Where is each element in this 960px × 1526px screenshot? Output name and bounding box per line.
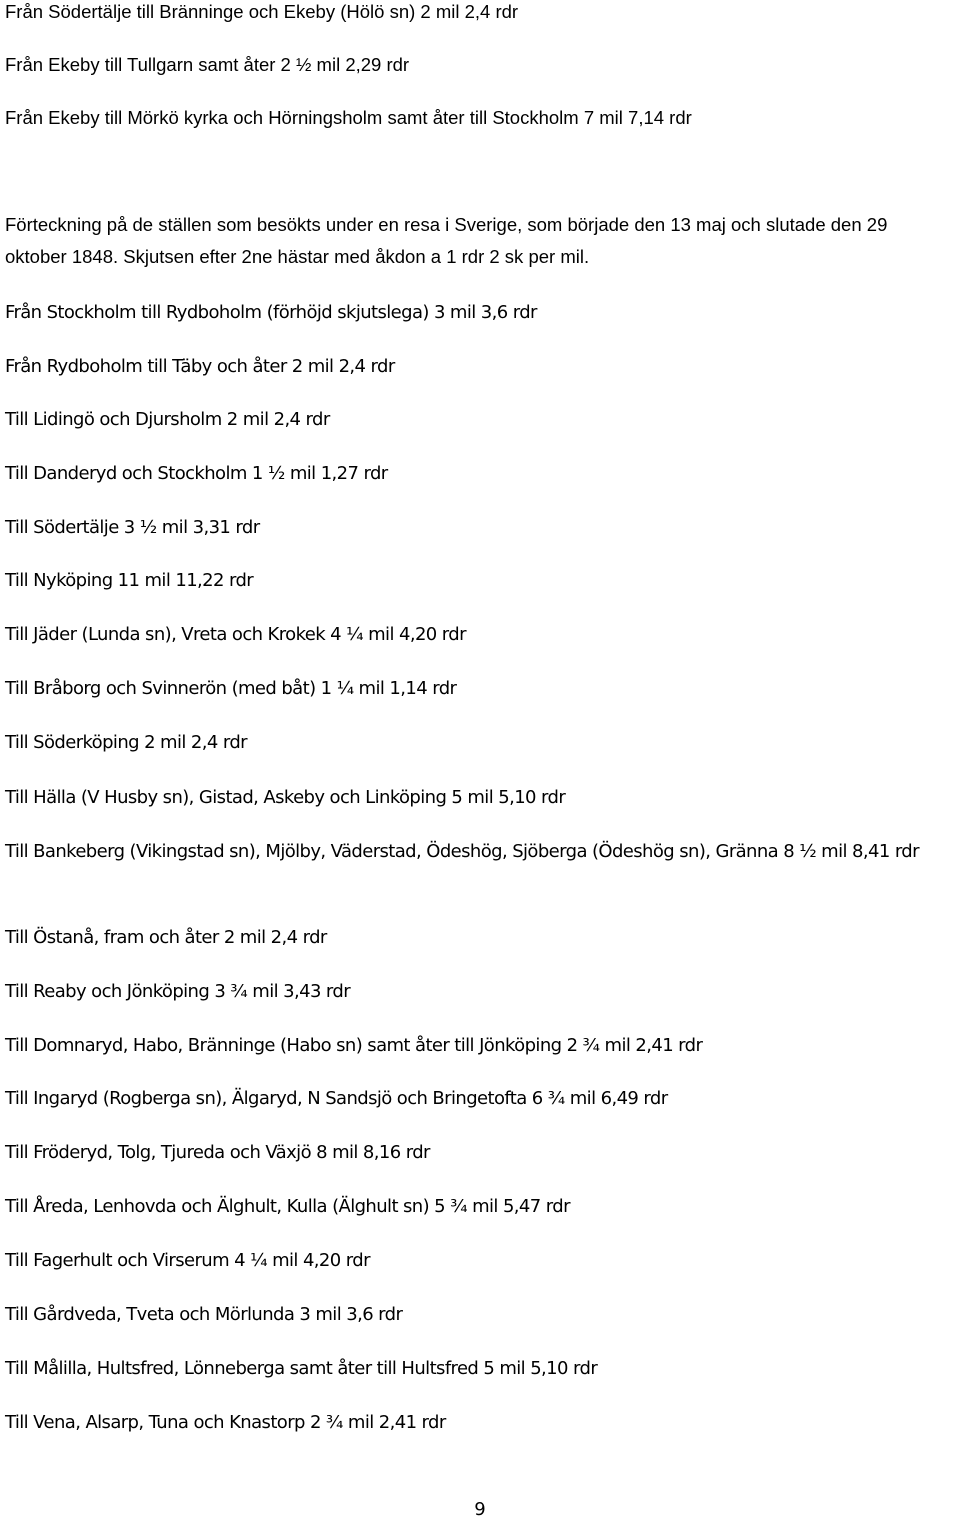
- list-item: Till Målilla, Hultsfred, Lönneberga samt åter till Hultsfred 5 mil 5,10 rdr: [5, 1358, 598, 1379]
- intro-line: Från Ekeby till Mörkö kyrka och Hörningsholm samt åter till Stockholm 7 mil 7,14 rdr: [5, 107, 692, 128]
- list-item: Till Vena, Alsarp, Tuna och Knastorp 2 ¾ mil 2,41 rdr: [5, 1412, 446, 1433]
- list-item: Till Lidingö och Djursholm 2 mil 2,4 rdr: [5, 409, 330, 430]
- document-heading: Förteckning på de ställen som besökts under en resa i Sverige, som började den 13 maj och slutade den 29 oktober 1848. Skjutsen efter 2ne hästar med åkdon a 1 rdr 2 sk per mil.: [5, 214, 888, 267]
- list-item: Till Bråborg och Svinnerön (med båt) 1 ¼ mil 1,14 rdr: [5, 678, 457, 699]
- list-item: Till Fagerhult och Virserum 4 ¼ mil 4,20 rdr: [5, 1250, 370, 1271]
- list-item: Till Danderyd och Stockholm 1 ½ mil 1,27 rdr: [5, 463, 388, 484]
- intro-line: Från Södertälje till Bränninge och Ekeby (Hölö sn) 2 mil 2,4 rdr: [5, 1, 519, 22]
- list-item: Till Bankeberg (Vikingstad sn), Mjölby, Väderstad, Ödeshög, Sjöberga (Ödeshög sn), Gränna 8 ½ mil 8,41 rdr: [5, 841, 919, 862]
- page-number: 9: [474, 1499, 486, 1520]
- list-item: Till Åreda, Lenhovda och Älghult, Kulla (Älghult sn) 5 ¾ mil 5,47 rdr: [5, 1196, 570, 1217]
- intro-line: Från Ekeby till Tullgarn samt åter 2 ½ mil 2,29 rdr: [5, 54, 410, 75]
- list-item: Till Östanå, fram och åter 2 mil 2,4 rdr: [5, 927, 327, 948]
- list-item: Till Reaby och Jönköping 3 ¾ mil 3,43 rdr: [5, 981, 351, 1002]
- list-item: Till Jäder (Lunda sn), Vreta och Krokek 4 ¼ mil 4,20 rdr: [5, 624, 466, 645]
- list-item: Till Domnaryd, Habo, Bränninge (Habo sn) samt åter till Jönköping 2 ¾ mil 2,41 rdr: [5, 1035, 703, 1056]
- list-item: Till Ingaryd (Rogberga sn), Älgaryd, N Sandsjö och Bringetofta 6 ¾ mil 6,49 rdr: [5, 1088, 668, 1109]
- list-item: Från Stockholm till Rydboholm (förhöjd skjutslega) 3 mil 3,6 rdr: [5, 302, 537, 323]
- list-item: Till Södertälje 3 ½ mil 3,31 rdr: [5, 517, 260, 538]
- list-item: Från Rydboholm till Täby och åter 2 mil 2,4 rdr: [5, 356, 395, 377]
- list-item: Till Söderköping 2 mil 2,4 rdr: [5, 732, 247, 753]
- list-item: Till Gårdveda, Tveta och Mörlunda 3 mil 3,6 rdr: [5, 1304, 403, 1325]
- list-item: Till Hälla (V Husby sn), Gistad, Askeby och Linköping 5 mil 5,10 rdr: [5, 787, 566, 808]
- list-item: Till Fröderyd, Tolg, Tjureda och Växjö 8 mil 8,16 rdr: [5, 1142, 430, 1163]
- list-item: Till Nyköping 11 mil 11,22 rdr: [5, 570, 254, 591]
